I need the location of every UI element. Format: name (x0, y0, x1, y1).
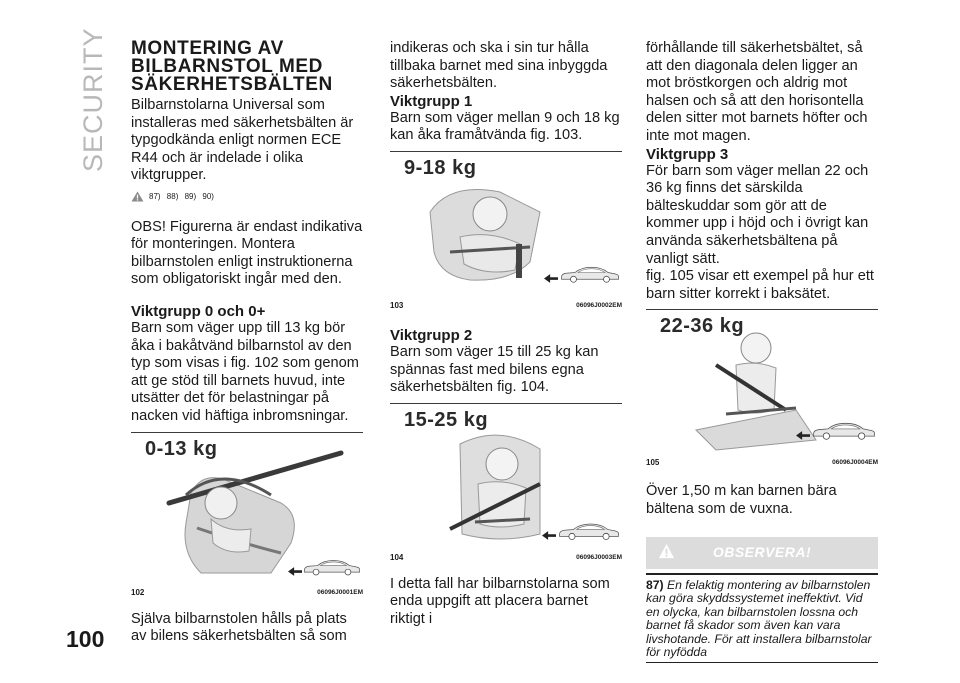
notice-ref[interactable]: 87) (646, 577, 664, 592)
figure-code: 06096J0003EM (576, 554, 622, 562)
figure-weight-label: 0-13 kg (145, 437, 218, 460)
group3-figure-reference: fig. 105 visar ett exempel på hur ett barn sitter korrekt i baksätet. (646, 268, 874, 302)
figure-number: 102 (131, 587, 145, 597)
obs-paragraph: OBS! Figurerna är endast indikativa för monteringen. Montera bilbarnstolen enligt instruktionerna som obligatoriskt ingår med den. (131, 218, 363, 288)
warning-ref[interactable]: 89) (184, 191, 197, 201)
figure-105 (646, 309, 878, 471)
figure-104 (390, 403, 622, 567)
group3-paragraph: För barn som väger mellan 22 och 36 kg finns det särskilda bälteskuddar som gör att de kommer upp i höjd och i övrigt kan använda säkerhetsbältena på vanligt sätt. (646, 162, 869, 267)
group2-heading: Viktgrupp 2 (390, 326, 473, 344)
column-2 (390, 40, 622, 629)
warning-ref[interactable]: 88) (166, 191, 179, 201)
figure-102 (131, 432, 363, 602)
intro-paragraph: Bilbarnstolarna Universal som installeras med säkerhetsbälten är typgodkända enligt normen ECE R44 och är indelade i olika viktgrupper. (131, 97, 354, 184)
figure-number: 103 (390, 301, 404, 311)
title-line: SÄKERHETSBÄLTEN (131, 74, 333, 95)
figure-103 (390, 151, 622, 315)
warning-references (131, 188, 363, 206)
group0-heading: Viktgrupp 0 och 0+ (131, 302, 266, 320)
group1-paragraph: Barn som väger mellan 9 och 18 kg kan åka framåtvända fig. 103. (390, 109, 620, 144)
title-line: BILBARNSTOL MED (131, 56, 323, 77)
warning-ref[interactable]: 90) (202, 191, 214, 201)
group0-paragraph: Barn som väger upp till 13 kg bör åka i bakåtvänd bilbarnstol av den typ som visas i fig. 102 som genom att ge stöd till barnets huvud, inte utsätter det för belastningar på nacken vid häftiga inbromsningar. (131, 319, 359, 424)
figure-weight-label: 22-36 kg (660, 315, 745, 338)
figure-weight-label: 15-25 kg (404, 408, 489, 431)
figure-number: 105 (646, 457, 660, 467)
after-figure-paragraph: Över 1,50 m kan barnen bära bältena som de vuxna. (646, 483, 837, 517)
notice-body (646, 573, 878, 664)
column-1 (131, 40, 363, 646)
figure-number: 104 (390, 553, 404, 563)
section-side-label: SECURITY (78, 27, 108, 172)
figure-code: 06096J0002EM (576, 302, 622, 310)
column-3 (646, 40, 878, 663)
page-title (131, 40, 363, 94)
warning-ref[interactable]: 87) (149, 191, 161, 201)
after-figure-paragraph: I detta fall har bilbarnstolarna som enda uppgift att placera barnet riktigt i (390, 575, 610, 627)
figure-code: 06096J0004EM (832, 458, 878, 466)
group2-paragraph: Barn som väger 15 till 25 kg kan spännas fast med bilens egna säkerhetsbälten fig. 104. (390, 343, 599, 396)
warning-triangle-icon (131, 191, 144, 202)
group1-heading: Viktgrupp 1 (390, 92, 473, 110)
page-number: 100 (66, 626, 105, 652)
figure-code: 06096J0001EM (317, 588, 363, 596)
after-figure-paragraph: Själva bilbarnstolen hålls på plats av bilens säkerhetsbälten så som (131, 610, 347, 645)
title-line: MONTERING AV (131, 38, 284, 59)
warning-triangle-icon (658, 543, 675, 560)
notice-header (646, 537, 878, 569)
continuation-paragraph: förhållande till säkerhetsbältet, så att den diagonala delen ligger an mot bröstkorgen och aldrig mot halsen och så att den horisontella delen sitter mot barnets höfter och inte mot magen. (646, 40, 868, 144)
notice-title: OBSERVERA! (712, 543, 812, 560)
notice-text: En felaktig montering av bilbarnstolen kan göra skyddssystemet ineffektivt. Vid en olycka, kan bilbarnstolen lossna och barnet få skador som även kan vara livshotande. För att installera bilbarnstolar för nyfödda (646, 577, 872, 660)
group3-heading: Viktgrupp 3 (646, 145, 729, 163)
continuation-paragraph: indikeras och ska i sin tur hålla tillbaka barnet med sina inbyggda säkerhetsbälten. (390, 40, 608, 92)
figure-weight-label: 9-18 kg (404, 156, 477, 179)
